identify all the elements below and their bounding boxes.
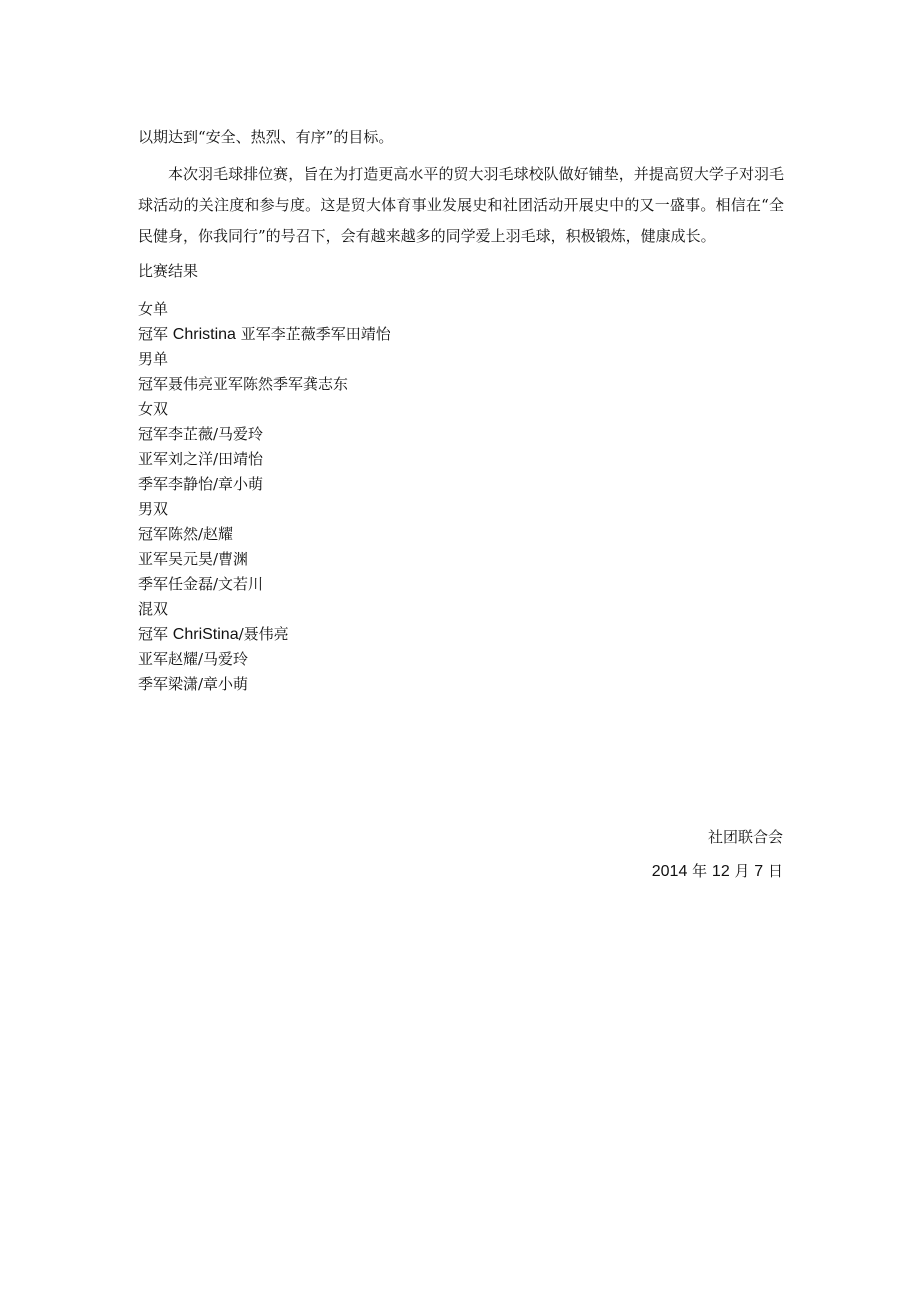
womens-singles-champion: Christina	[172, 326, 236, 343]
mixed-doubles-champion	[138, 622, 784, 647]
date-month: 12	[711, 863, 730, 880]
mens-doubles-champion: 冠军陈然/赵耀	[138, 525, 234, 543]
signature-date	[652, 856, 783, 887]
signature-block	[652, 822, 783, 887]
womens-doubles-runner-up: 亚军刘之洋/田靖怡	[138, 450, 264, 468]
date-day-unit: 日	[767, 862, 783, 880]
womens-doubles-champion: 冠军李芷薇/马爱玲	[138, 425, 264, 443]
date-day: 7	[754, 863, 764, 880]
mens-doubles-runner-up: 亚军吴元昊/曹渊	[138, 550, 249, 568]
results-list	[138, 297, 784, 697]
womens-singles-title: 女单	[138, 300, 169, 318]
womens-singles-result	[138, 322, 784, 347]
document-body	[138, 122, 784, 697]
mens-singles-result: 冠军聂伟亮亚军陈然季军龚志东	[138, 375, 349, 393]
womens-singles-prefix: 冠军	[138, 325, 169, 343]
date-year: 2014	[651, 863, 688, 880]
mixed-doubles-champion-partner: /聂伟亮	[238, 625, 289, 643]
mens-doubles-title: 男双	[138, 500, 169, 518]
mixed-doubles-runner-up: 亚军赵耀/马爱玲	[138, 650, 249, 668]
womens-singles-suffix: 亚军李芷薇季军田靖怡	[240, 325, 391, 343]
date-month-unit: 月	[734, 862, 750, 880]
intro-paragraph: 本次羽毛球排位赛，旨在为打造更高水平的贸大羽毛球校队做好铺垫，并提高贸大学子对羽毛球活动的关注度和参与度。这是贸大体育事业发展史和社团活动开展史中的又一盛事。相信在“全民健身，你我同行”的号召下，会有越来越多的同学爱上羽毛球，积极锻炼，健康成长。	[138, 165, 784, 245]
signature-organization: 社团联合会	[707, 828, 783, 846]
results-heading: 比赛结果	[138, 262, 199, 280]
mixed-doubles-prefix: 冠军	[138, 625, 169, 643]
mixed-doubles-title: 混双	[138, 600, 169, 618]
mens-doubles-third: 季军任金磊/文若川	[138, 575, 264, 593]
womens-doubles-third: 季军李静怡/章小萌	[138, 475, 264, 493]
womens-doubles-title: 女双	[138, 400, 169, 418]
mixed-doubles-champion-latin: ChriStina	[172, 626, 239, 643]
date-year-unit: 年	[692, 862, 708, 880]
intro-line: 以期达到“安全、热烈、有序”的目标。	[138, 128, 394, 146]
mixed-doubles-third: 季军梁潇/章小萌	[138, 675, 249, 693]
mens-singles-title: 男单	[138, 350, 169, 368]
